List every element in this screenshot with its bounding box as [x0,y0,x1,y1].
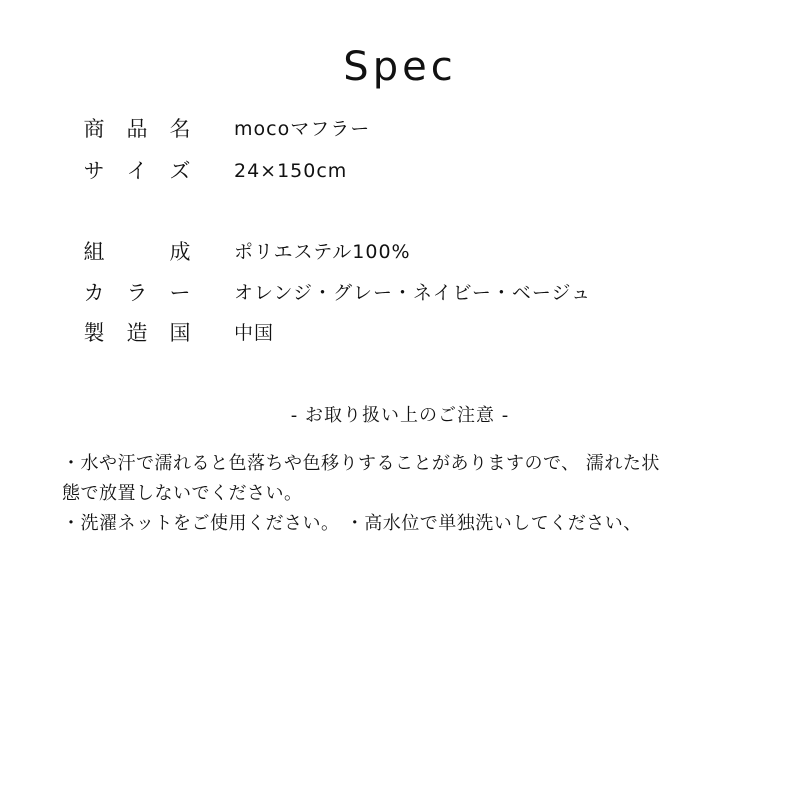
spec-value-material: ポリエステル100% [234,241,411,263]
care-note-line: ・水や汗で濡れると色落ちや色移りすることがありますので、 濡れた状 [62,453,660,474]
spec-label-char: ラ [126,281,148,305]
spec-label-material [82,237,192,267]
spec-label-country [82,318,192,348]
spec-label-char: 成 [169,240,191,264]
spec-label-char: 名 [169,117,191,141]
spec-label-char: サ [83,159,105,183]
spec-label-char: ー [169,281,191,305]
spec-label-char: 組 [83,240,105,264]
spec-label-char: 国 [169,321,191,345]
spec-value-color: オレンジ・グレー・ネイビー・ベージュ [234,282,592,304]
spec-row-size [0,156,800,186]
spec-row-product-name [0,114,800,144]
care-note-line: ・洗濯ネットをご使用ください。 ・高水位で単独洗いしてください、 [62,513,642,534]
spec-value-country: 中国 [234,322,275,344]
spec-label-char: イ [126,159,148,183]
spec-value-size: 24×150cm [234,160,348,182]
spec-label-char: 品 [126,117,148,141]
spec-row-material [0,237,800,267]
care-notes-heading: - お取り扱い上のご注意 - [290,405,510,426]
spec-row-country [0,318,800,348]
spec-label-product-name [82,114,192,144]
spec-label-char: ズ [169,159,191,183]
spec-label-char: カ [83,281,105,305]
spec-label-char: 製 [83,321,105,345]
care-note-line: 態で放置しないでください。 [62,483,303,504]
spec-label-char: 造 [126,321,148,345]
spec-label-color [82,278,192,308]
spec-row-color [0,278,800,308]
spec-value-product-name: mocoマフラー [234,118,371,140]
spec-label-size [82,156,192,186]
care-notes [62,449,742,539]
page-title: Spec [343,44,457,90]
spec-label-char: 商 [83,117,105,141]
